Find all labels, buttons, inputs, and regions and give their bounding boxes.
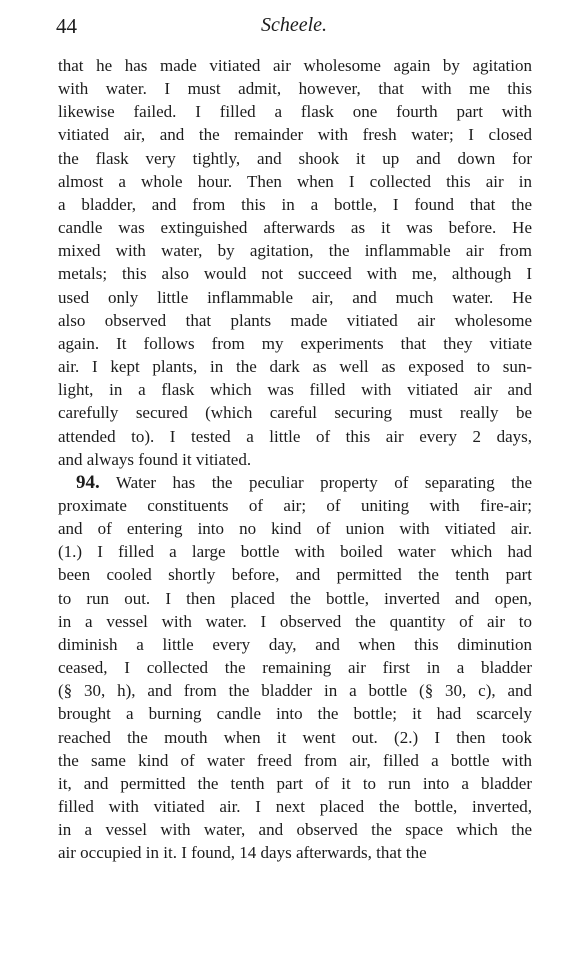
text-line: air occupied in it. I found, 14 days afterwards, that the: [58, 843, 427, 863]
text-line: with water. I must admit, however, that with me this: [58, 79, 532, 99]
text-line: the same kind of water freed from air, filled a bottle with: [58, 750, 532, 770]
text-line: used only little inflammable air, and much water. He: [58, 287, 532, 307]
text-line: air. I kept plants, in the dark as well as exposed to sun-: [58, 357, 532, 377]
text-line: reached the mouth when it went out. (2.) I then took: [58, 727, 532, 747]
text-line: the flask very tightly, and shook it up and down for: [58, 148, 532, 168]
running-title: Scheele.: [260, 14, 328, 36]
section-number: 94.: [76, 471, 100, 493]
text-line: in a vessel with water, and observed the space which the: [58, 820, 532, 840]
text-line: likewise failed. I filled a flask one fourth part with: [58, 102, 532, 122]
text-line: also observed that plants made vitiated air wholesome: [58, 310, 532, 330]
text-line: and always found it vitiated.: [58, 449, 252, 469]
text-line: mixed with water, by agitation, the inflammable air from: [58, 241, 532, 261]
page-header: [56, 12, 532, 42]
body-text: [58, 54, 532, 864]
text-line: (§ 30, h), and from the bladder in a bottle (§ 30, c), and: [58, 681, 532, 701]
text-line: carefully secured (which careful securing must really be: [58, 403, 532, 423]
text-line: again. It follows from my experiments that they vitiate: [58, 333, 532, 353]
text-line: ceased, I collected the remaining air first in a bladder: [58, 658, 532, 678]
page-number: 44: [56, 14, 77, 38]
text-line: been cooled shortly before, and permitted the tenth part: [58, 565, 532, 585]
text-line: in a vessel with water. I observed the quantity of air to: [58, 611, 532, 631]
text-line: vitiated air, and the remainder with fresh water; I closed: [58, 125, 532, 145]
text-line: to run out. I then placed the bottle, inverted and open,: [58, 588, 532, 608]
text-line: light, in a flask which was filled with vitiated air and: [58, 380, 532, 400]
paragraph-1: [58, 54, 532, 471]
text-line: it, and permitted the tenth part of it to run into a bladder: [58, 773, 532, 793]
text-line: and of entering into no kind of union with vitiated air.: [58, 519, 532, 539]
text-line: diminish a little every day, and when this diminution: [58, 634, 532, 654]
text-line: brought a burning candle into the bottle; it had scarcely: [58, 704, 532, 724]
text-line: almost a whole hour. Then when I collected this air in: [58, 171, 532, 191]
text-line: attended to). I tested a little of this air every 2 days,: [58, 426, 532, 446]
text-line: a bladder, and from this in a bottle, I found that the: [58, 194, 532, 214]
text-line: metals; this also would not succeed with me, although I: [58, 264, 532, 284]
text-line: that he has made vitiated air wholesome again by agitation: [58, 56, 532, 75]
text-line: proximate constituents of air; of uniting with fire-air;: [58, 495, 532, 515]
paragraph-2: [58, 471, 532, 865]
text-line-content: Water has the peculiar property of separating the: [115, 472, 532, 492]
text-line: filled with vitiated air. I next placed the bottle, inverted,: [58, 797, 532, 816]
text-line: [58, 471, 532, 494]
text-line: (1.) I filled a large bottle with boiled water which had: [58, 542, 532, 562]
text-line: candle was extinguished afterwards as it was before. He: [58, 218, 532, 238]
